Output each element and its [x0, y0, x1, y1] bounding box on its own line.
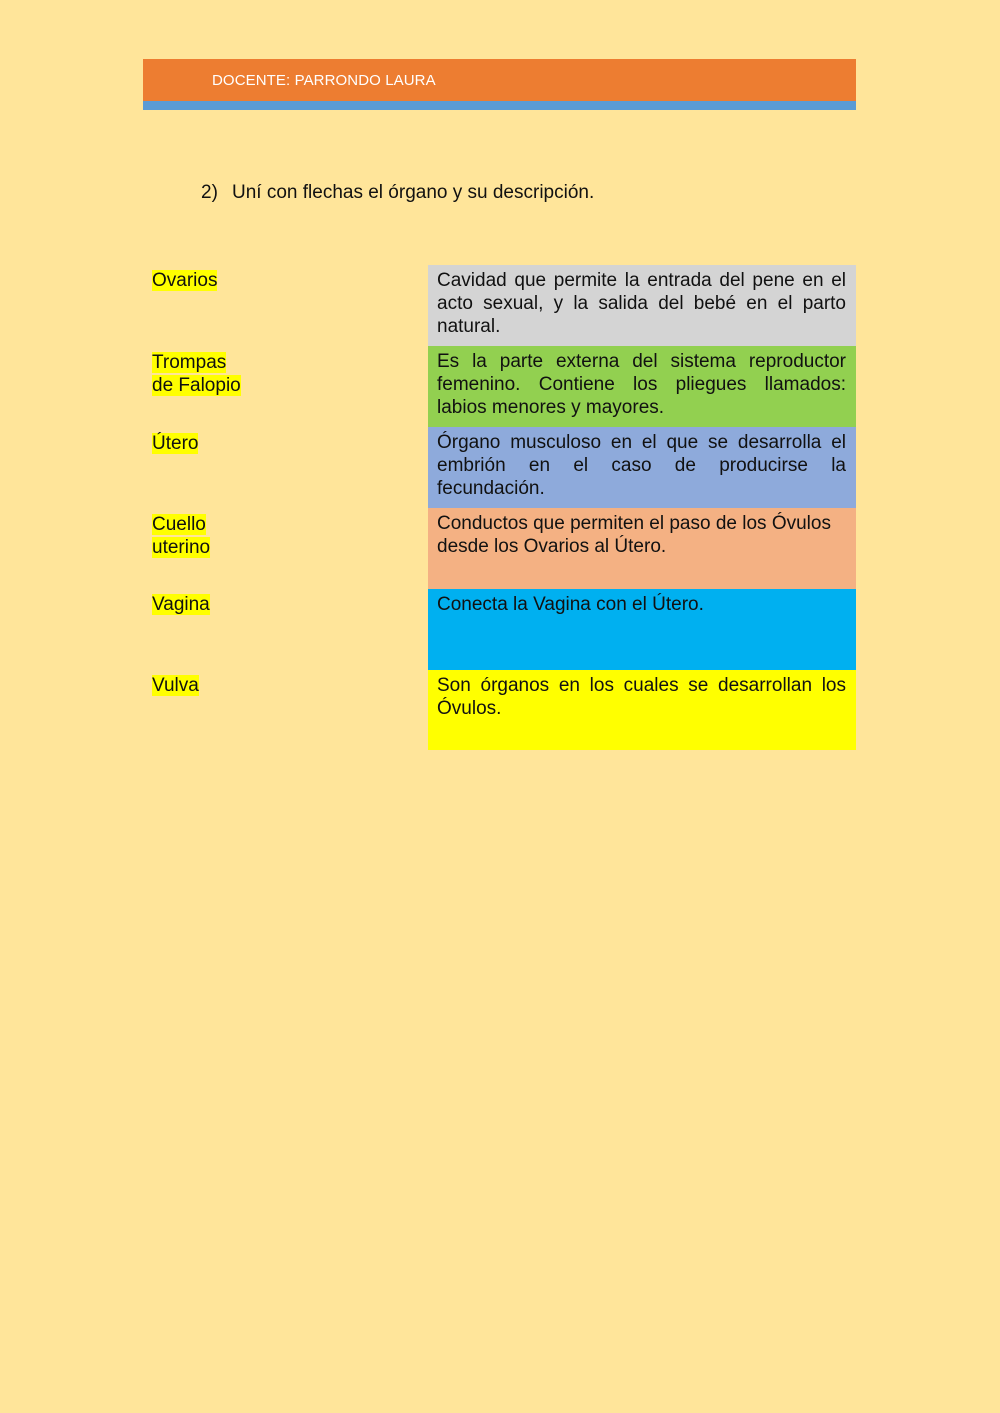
description-box[interactable] — [428, 508, 856, 589]
description-text: Conecta la Vagina con el Útero. — [437, 594, 704, 615]
instruction-number: 2) — [201, 182, 218, 203]
organ-label-utero[interactable] — [152, 432, 198, 455]
description-text: Son órganos en los cuales se desarrollan los Óvulos. — [437, 675, 846, 719]
organ-label-line: uterino — [152, 537, 211, 558]
organ-label-vulva[interactable] — [152, 674, 199, 697]
organ-label-line: Vagina — [152, 594, 210, 615]
description-box[interactable] — [428, 589, 856, 670]
description-text: Es la parte externa del sistema reproductor femenino. Contiene los pliegues llamados: labios menores y mayores. — [437, 351, 846, 418]
organ-label-line: Cuello — [152, 514, 206, 535]
organ-label-line: Vulva — [152, 675, 199, 696]
organ-label-line: de Falopio — [152, 375, 241, 396]
organ-label-line: Ovarios — [152, 270, 218, 291]
description-box[interactable] — [428, 346, 856, 427]
organ-label-line: Trompas — [152, 352, 227, 373]
organ-label-trompas[interactable] — [152, 351, 241, 397]
description-text: Órgano musculoso en el que se desarrolla el embrión en el caso de producirse la fecundación. — [437, 432, 846, 499]
instruction-text: Uní con flechas el órgano y su descripción. — [232, 182, 595, 203]
description-box[interactable] — [428, 265, 856, 346]
description-box[interactable] — [428, 670, 856, 750]
instruction — [201, 182, 594, 204]
description-text: Conductos que permiten el paso de los Óvulos desde los Ovarios al Útero. — [437, 513, 831, 557]
description-box[interactable] — [428, 427, 856, 508]
organ-label-vagina[interactable] — [152, 593, 210, 616]
organ-label-ovarios[interactable] — [152, 269, 217, 292]
teacher-name: DOCENTE: PARRONDO LAURA — [212, 72, 436, 89]
header-stripe — [143, 101, 856, 110]
header-bar — [143, 59, 856, 101]
description-text: Cavidad que permite la entrada del pene en el acto sexual, y la salida del bebé en el parto natural. — [437, 270, 846, 337]
organ-label-cuello[interactable] — [152, 513, 210, 559]
organ-label-line: Útero — [152, 433, 199, 454]
